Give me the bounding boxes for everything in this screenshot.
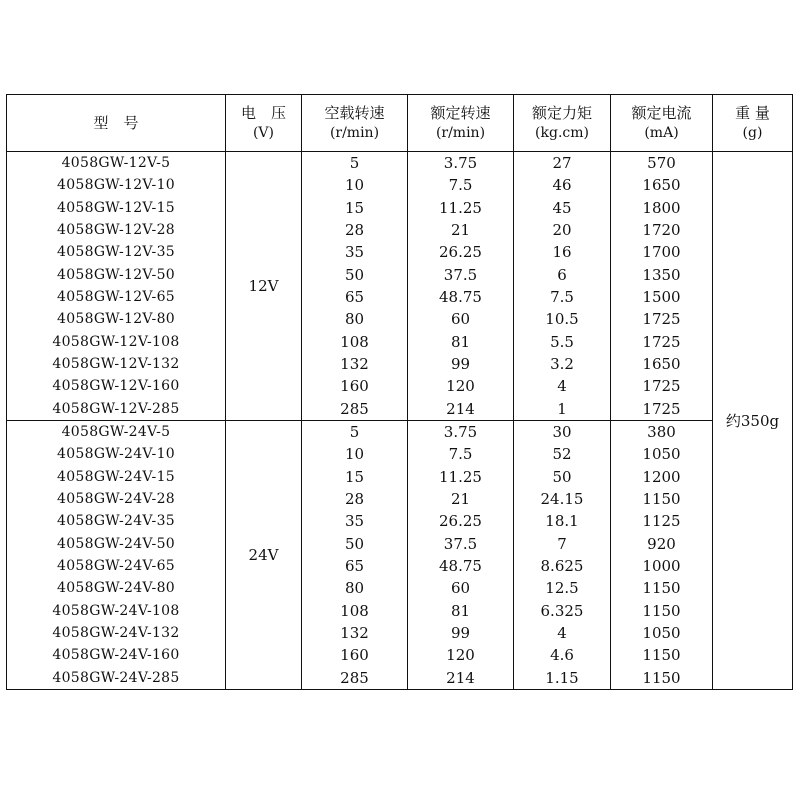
rated-speed-cell: 214	[408, 398, 514, 421]
rated-torque-cell: 45	[514, 197, 611, 219]
rated-torque-cell: 8.625	[514, 555, 611, 577]
rated-current-cell: 1720	[611, 219, 713, 241]
rated-speed-cell: 60	[408, 308, 514, 330]
table-row	[7, 353, 793, 375]
rated-torque-cell: 30	[514, 420, 611, 443]
no-load-speed-cell: 15	[302, 466, 408, 488]
table-row	[7, 197, 793, 219]
header-no-load-speed-label: 空载转速	[324, 104, 385, 122]
rated-current-cell: 1650	[611, 174, 713, 196]
no-load-speed-cell: 10	[302, 443, 408, 465]
rated-torque-cell: 50	[514, 466, 611, 488]
table-row	[7, 644, 793, 666]
model-cell: 4058GW-12V-108	[7, 331, 226, 353]
table-row	[7, 375, 793, 397]
rated-speed-cell: 81	[408, 600, 514, 622]
rated-speed-cell: 11.25	[408, 466, 514, 488]
header-weight	[713, 95, 793, 152]
rated-speed-cell: 48.75	[408, 286, 514, 308]
rated-current-cell: 1125	[611, 510, 713, 532]
header-rated-current-label: 额定电流	[631, 104, 692, 122]
table-row	[7, 241, 793, 263]
header-voltage-unit: (V)	[252, 125, 275, 141]
model-cell: 4058GW-24V-15	[7, 466, 226, 488]
table-row	[7, 174, 793, 196]
rated-torque-cell: 1	[514, 398, 611, 421]
rated-speed-cell: 7.5	[408, 174, 514, 196]
table-row	[7, 152, 793, 175]
table-row	[7, 331, 793, 353]
no-load-speed-cell: 108	[302, 331, 408, 353]
no-load-speed-cell: 160	[302, 375, 408, 397]
rated-current-cell: 1800	[611, 197, 713, 219]
table-row	[7, 219, 793, 241]
header-rated-speed-unit: (r/min)	[435, 125, 486, 141]
model-cell: 4058GW-24V-10	[7, 443, 226, 465]
rated-torque-cell: 1.15	[514, 667, 611, 690]
table-body	[7, 152, 793, 690]
no-load-speed-cell: 35	[302, 241, 408, 263]
rated-speed-cell: 37.5	[408, 264, 514, 286]
rated-torque-cell: 16	[514, 241, 611, 263]
table-row	[7, 622, 793, 644]
table-row	[7, 533, 793, 555]
model-cell: 4058GW-12V-15	[7, 197, 226, 219]
header-weight-unit: (g)	[742, 125, 763, 141]
model-cell: 4058GW-24V-132	[7, 622, 226, 644]
table-row	[7, 510, 793, 532]
table-row	[7, 488, 793, 510]
rated-speed-cell: 21	[408, 219, 514, 241]
rated-torque-cell: 4.6	[514, 644, 611, 666]
rated-speed-cell: 3.75	[408, 420, 514, 443]
rated-current-cell: 380	[611, 420, 713, 443]
rated-speed-cell: 120	[408, 375, 514, 397]
rated-torque-cell: 46	[514, 174, 611, 196]
no-load-speed-cell: 15	[302, 197, 408, 219]
header-voltage	[226, 95, 302, 152]
no-load-speed-cell: 5	[302, 152, 408, 175]
rated-current-cell: 1150	[611, 667, 713, 690]
header-rated-torque-label: 额定力矩	[531, 104, 592, 122]
rated-torque-cell: 52	[514, 443, 611, 465]
header-rated-speed-label: 额定转速	[430, 104, 491, 122]
rated-speed-cell: 7.5	[408, 443, 514, 465]
voltage-cell: 24V	[226, 420, 302, 689]
no-load-speed-cell: 65	[302, 286, 408, 308]
rated-speed-cell: 99	[408, 353, 514, 375]
model-cell: 4058GW-12V-160	[7, 375, 226, 397]
model-cell: 4058GW-12V-10	[7, 174, 226, 196]
rated-current-cell: 1700	[611, 241, 713, 263]
header-rated-current	[611, 95, 713, 152]
rated-speed-cell: 120	[408, 644, 514, 666]
rated-current-cell: 1050	[611, 622, 713, 644]
rated-speed-cell: 3.75	[408, 152, 514, 175]
header-model	[7, 95, 226, 152]
table-row	[7, 286, 793, 308]
no-load-speed-cell: 285	[302, 667, 408, 690]
no-load-speed-cell: 65	[302, 555, 408, 577]
rated-current-cell: 1725	[611, 375, 713, 397]
rated-torque-cell: 12.5	[514, 577, 611, 599]
rated-speed-cell: 99	[408, 622, 514, 644]
rated-current-cell: 1725	[611, 398, 713, 421]
rated-current-cell: 1650	[611, 353, 713, 375]
model-cell: 4058GW-24V-160	[7, 644, 226, 666]
rated-current-cell: 1150	[611, 488, 713, 510]
rated-torque-cell: 7.5	[514, 286, 611, 308]
model-cell: 4058GW-24V-80	[7, 577, 226, 599]
rated-torque-cell: 10.5	[514, 308, 611, 330]
rated-current-cell: 1725	[611, 331, 713, 353]
voltage-cell: 12V	[226, 152, 302, 421]
rated-torque-cell: 6	[514, 264, 611, 286]
header-row	[7, 95, 793, 152]
table-row	[7, 443, 793, 465]
table-row	[7, 398, 793, 421]
header-rated-speed	[408, 95, 514, 152]
rated-torque-cell: 27	[514, 152, 611, 175]
rated-torque-cell: 4	[514, 622, 611, 644]
model-cell: 4058GW-24V-5	[7, 420, 226, 443]
table-row	[7, 555, 793, 577]
table-row	[7, 308, 793, 330]
header-rated-current-unit: (mA)	[644, 125, 679, 141]
no-load-speed-cell: 132	[302, 353, 408, 375]
rated-speed-cell: 21	[408, 488, 514, 510]
table-row	[7, 264, 793, 286]
rated-torque-cell: 18.1	[514, 510, 611, 532]
rated-speed-cell: 60	[408, 577, 514, 599]
model-cell: 4058GW-24V-35	[7, 510, 226, 532]
rated-current-cell: 920	[611, 533, 713, 555]
model-cell: 4058GW-12V-285	[7, 398, 226, 421]
model-cell: 4058GW-12V-80	[7, 308, 226, 330]
rated-current-cell: 1000	[611, 555, 713, 577]
table-row	[7, 466, 793, 488]
header-weight-label: 重 量	[735, 104, 770, 122]
rated-speed-cell: 48.75	[408, 555, 514, 577]
rated-torque-cell: 20	[514, 219, 611, 241]
no-load-speed-cell: 50	[302, 264, 408, 286]
rated-speed-cell: 81	[408, 331, 514, 353]
no-load-speed-cell: 132	[302, 622, 408, 644]
model-cell: 4058GW-24V-285	[7, 667, 226, 690]
rated-speed-cell: 11.25	[408, 197, 514, 219]
model-cell: 4058GW-24V-65	[7, 555, 226, 577]
no-load-speed-cell: 28	[302, 488, 408, 510]
rated-current-cell: 1150	[611, 600, 713, 622]
model-cell: 4058GW-24V-28	[7, 488, 226, 510]
rated-current-cell: 1500	[611, 286, 713, 308]
header-no-load-speed-unit: (r/min)	[329, 125, 380, 141]
no-load-speed-cell: 10	[302, 174, 408, 196]
table-row	[7, 600, 793, 622]
header-voltage-label: 电 压	[240, 104, 286, 122]
no-load-speed-cell: 35	[302, 510, 408, 532]
table-header	[7, 95, 793, 152]
rated-speed-cell: 37.5	[408, 533, 514, 555]
no-load-speed-cell: 285	[302, 398, 408, 421]
rated-torque-cell: 4	[514, 375, 611, 397]
header-no-load-speed	[302, 95, 408, 152]
no-load-speed-cell: 80	[302, 577, 408, 599]
table-row	[7, 420, 793, 443]
motor-spec-table	[6, 94, 793, 690]
rated-current-cell: 1150	[611, 644, 713, 666]
rated-torque-cell: 24.15	[514, 488, 611, 510]
header-rated-torque	[514, 95, 611, 152]
rated-current-cell: 1350	[611, 264, 713, 286]
rated-torque-cell: 7	[514, 533, 611, 555]
header-rated-torque-unit: (kg.cm)	[535, 125, 589, 141]
rated-current-cell: 1725	[611, 308, 713, 330]
model-cell: 4058GW-12V-28	[7, 219, 226, 241]
rated-speed-cell: 26.25	[408, 241, 514, 263]
rated-speed-cell: 214	[408, 667, 514, 690]
model-cell: 4058GW-12V-50	[7, 264, 226, 286]
rated-torque-cell: 5.5	[514, 331, 611, 353]
no-load-speed-cell: 108	[302, 600, 408, 622]
rated-current-cell: 1200	[611, 466, 713, 488]
rated-speed-cell: 26.25	[408, 510, 514, 532]
weight-cell: 约350g	[713, 152, 793, 690]
model-cell: 4058GW-12V-5	[7, 152, 226, 175]
no-load-speed-cell: 160	[302, 644, 408, 666]
header-model-label: 型 号	[93, 114, 139, 132]
table-row	[7, 667, 793, 690]
model-cell: 4058GW-12V-35	[7, 241, 226, 263]
no-load-speed-cell: 28	[302, 219, 408, 241]
rated-torque-cell: 6.325	[514, 600, 611, 622]
no-load-speed-cell: 50	[302, 533, 408, 555]
model-cell: 4058GW-24V-108	[7, 600, 226, 622]
no-load-speed-cell: 80	[302, 308, 408, 330]
model-cell: 4058GW-24V-50	[7, 533, 226, 555]
no-load-speed-cell: 5	[302, 420, 408, 443]
model-cell: 4058GW-12V-132	[7, 353, 226, 375]
rated-current-cell: 570	[611, 152, 713, 175]
rated-torque-cell: 3.2	[514, 353, 611, 375]
model-cell: 4058GW-12V-65	[7, 286, 226, 308]
table-row	[7, 577, 793, 599]
rated-current-cell: 1150	[611, 577, 713, 599]
rated-current-cell: 1050	[611, 443, 713, 465]
